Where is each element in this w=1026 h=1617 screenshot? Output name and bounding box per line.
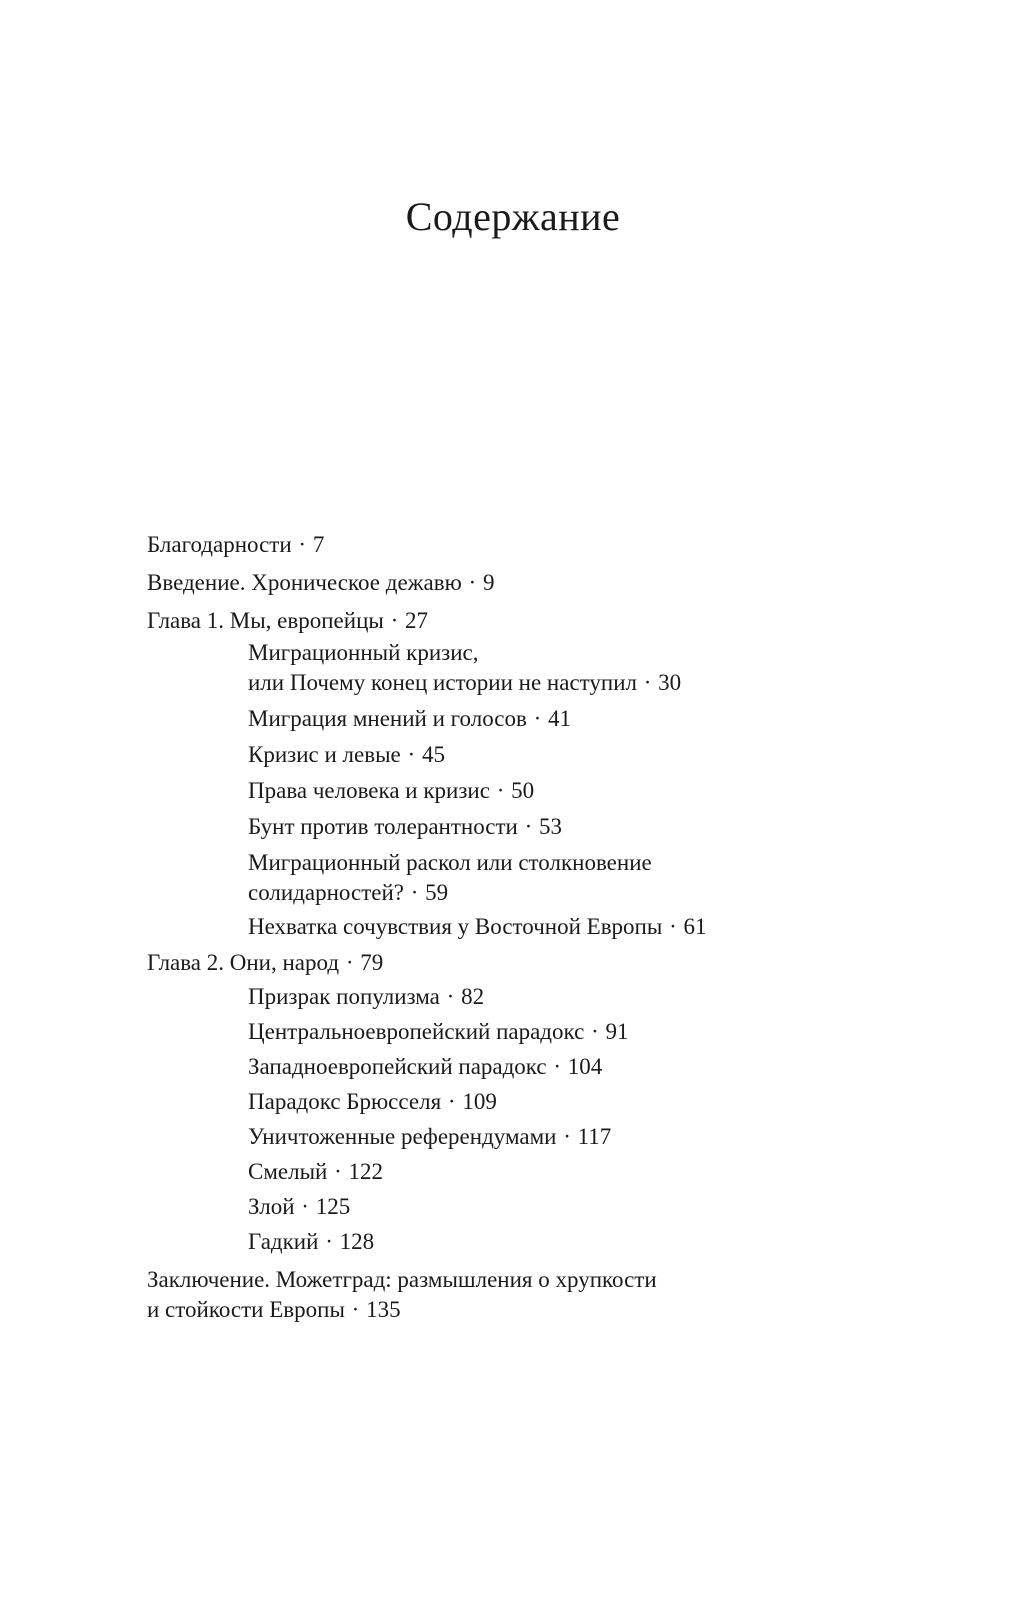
toc-entry-title: Благодарности bbox=[147, 532, 292, 557]
toc-page-number: 128 bbox=[339, 1229, 375, 1254]
toc-separator: · bbox=[319, 1229, 339, 1254]
toc-separator: · bbox=[557, 1124, 577, 1149]
toc-separator: · bbox=[328, 1159, 348, 1184]
toc-page-number: 91 bbox=[605, 1019, 629, 1044]
toc-entry-line bbox=[248, 776, 927, 806]
toc-page-number: 135 bbox=[366, 1297, 401, 1322]
toc-entry bbox=[147, 1052, 927, 1082]
toc-entry-line bbox=[248, 982, 927, 1012]
toc-separator: · bbox=[527, 706, 548, 731]
toc-entry bbox=[147, 740, 927, 770]
toc-page-number: 117 bbox=[577, 1124, 612, 1149]
toc-separator: · bbox=[490, 778, 511, 803]
toc-separator: · bbox=[638, 670, 658, 695]
toc-entry-title: Заключение. Можетград: размышления о хрупкости bbox=[147, 1267, 657, 1292]
toc-entry-title: Миграционный кризис, bbox=[248, 640, 479, 665]
toc-entry bbox=[147, 1265, 927, 1325]
toc-page-number: 7 bbox=[312, 532, 325, 557]
toc-entry-line bbox=[248, 704, 927, 734]
toc-entry-title: Нехватка сочувствия у Восточной Европы bbox=[248, 914, 663, 939]
toc-entry-title: Права человека и кризис bbox=[248, 778, 490, 803]
toc-entry-title: Бунт против толерантности bbox=[248, 814, 518, 839]
toc-separator: · bbox=[292, 532, 312, 557]
toc-entry-title: солидарностей? bbox=[248, 880, 404, 905]
toc-entry bbox=[147, 948, 927, 978]
toc-entry-title: или Почему конец истории не наступил bbox=[248, 670, 637, 695]
toc-separator: · bbox=[663, 914, 683, 939]
toc-entry bbox=[147, 812, 927, 842]
toc-entry-title: Введение. Хроническое дежавю bbox=[147, 570, 462, 595]
toc-entry bbox=[147, 704, 927, 734]
toc-entry-title: Злой bbox=[248, 1194, 295, 1219]
page-title: Содержание bbox=[405, 194, 621, 239]
toc-entry bbox=[147, 982, 927, 1012]
toc-separator: · bbox=[384, 608, 404, 633]
toc-list bbox=[147, 530, 927, 1325]
toc-entry bbox=[147, 1122, 927, 1152]
toc-separator: · bbox=[295, 1194, 315, 1219]
toc-entry bbox=[147, 1017, 927, 1047]
toc-page-number: 109 bbox=[462, 1089, 497, 1114]
toc-entry bbox=[147, 638, 927, 698]
toc-separator: · bbox=[404, 880, 425, 905]
toc-entry-line bbox=[147, 530, 927, 560]
toc-page-number: 9 bbox=[482, 570, 495, 595]
toc-entry-title: Миграционный раскол или столкновение bbox=[248, 850, 652, 875]
toc-page-number: 125 bbox=[315, 1194, 351, 1219]
toc-page-number: 104 bbox=[567, 1054, 603, 1079]
toc-page-number: 82 bbox=[461, 984, 485, 1009]
toc-entry-line bbox=[248, 668, 927, 698]
toc-entry-line bbox=[248, 1157, 927, 1187]
toc-entry-line bbox=[248, 848, 927, 878]
toc-entry bbox=[147, 1227, 927, 1257]
toc-entry-line bbox=[248, 740, 927, 770]
toc-entry-title: Призрак популизма bbox=[248, 984, 440, 1009]
toc-entry-title: Парадокс Брюсселя bbox=[248, 1089, 442, 1114]
toc-separator: · bbox=[518, 814, 539, 839]
toc-entry-title: Западноевропейский парадокс bbox=[248, 1054, 547, 1079]
toc-entry-line bbox=[147, 948, 927, 978]
toc-page-number: 59 bbox=[425, 880, 449, 905]
toc-entry bbox=[147, 848, 927, 908]
toc-page-number: 27 bbox=[405, 608, 428, 633]
toc-entry-title: Смелый bbox=[248, 1159, 328, 1184]
toc-entry bbox=[147, 568, 927, 598]
toc-entry-line bbox=[248, 1122, 927, 1152]
toc-separator: · bbox=[401, 742, 421, 767]
toc-separator: · bbox=[547, 1054, 567, 1079]
toc-entry-line bbox=[147, 1265, 927, 1295]
toc-entry-title: Глава 2. Они, народ bbox=[147, 950, 340, 975]
toc-page-number: 30 bbox=[658, 670, 682, 695]
toc-separator: · bbox=[340, 950, 360, 975]
toc-entry-title: Центральноевропейский парадокс bbox=[248, 1019, 585, 1044]
toc-entry-line bbox=[248, 1192, 927, 1222]
toc-entry-line bbox=[248, 1227, 927, 1257]
toc-entry-line bbox=[248, 878, 927, 908]
toc-entry-line bbox=[248, 812, 927, 842]
toc-entry-title: Уничтоженные референдумами bbox=[248, 1124, 557, 1149]
toc-page-number: 53 bbox=[539, 814, 563, 839]
toc-separator: · bbox=[585, 1019, 605, 1044]
toc-entry-title: и стойкости Европы bbox=[147, 1297, 345, 1322]
toc-page-number: 50 bbox=[511, 778, 535, 803]
toc-entry bbox=[147, 1087, 927, 1117]
toc-entry bbox=[147, 1192, 927, 1222]
toc-entry-title: Гадкий bbox=[248, 1229, 319, 1254]
toc-page-number: 45 bbox=[421, 742, 445, 767]
toc-entry-title: Миграция мнений и голосов bbox=[248, 706, 527, 731]
toc-page-number: 122 bbox=[348, 1159, 384, 1184]
toc-entry bbox=[147, 606, 927, 636]
toc-entry-line bbox=[248, 1052, 927, 1082]
toc-entry-line bbox=[248, 638, 927, 668]
toc-entry-line bbox=[248, 912, 927, 942]
toc-entry bbox=[147, 912, 927, 942]
toc-entry bbox=[147, 1157, 927, 1187]
toc-entry-line bbox=[248, 1087, 927, 1117]
toc-entry-line bbox=[147, 606, 927, 636]
toc-entry bbox=[147, 530, 927, 560]
toc-entry-title: Кризис и левые bbox=[248, 742, 401, 767]
toc-separator: · bbox=[440, 984, 461, 1009]
toc-page-number: 61 bbox=[683, 914, 707, 939]
toc-entry-line bbox=[147, 1295, 927, 1325]
toc-page-number: 79 bbox=[360, 950, 384, 975]
toc-separator: · bbox=[345, 1297, 366, 1322]
toc-entry bbox=[147, 776, 927, 806]
toc-separator: · bbox=[442, 1089, 462, 1114]
toc-entry-title: Глава 1. Мы, европейцы bbox=[147, 608, 384, 633]
toc-entry-line bbox=[248, 1017, 927, 1047]
toc-entry-line bbox=[147, 568, 927, 598]
toc-separator: · bbox=[462, 570, 482, 595]
toc-page-number: 41 bbox=[548, 706, 572, 731]
